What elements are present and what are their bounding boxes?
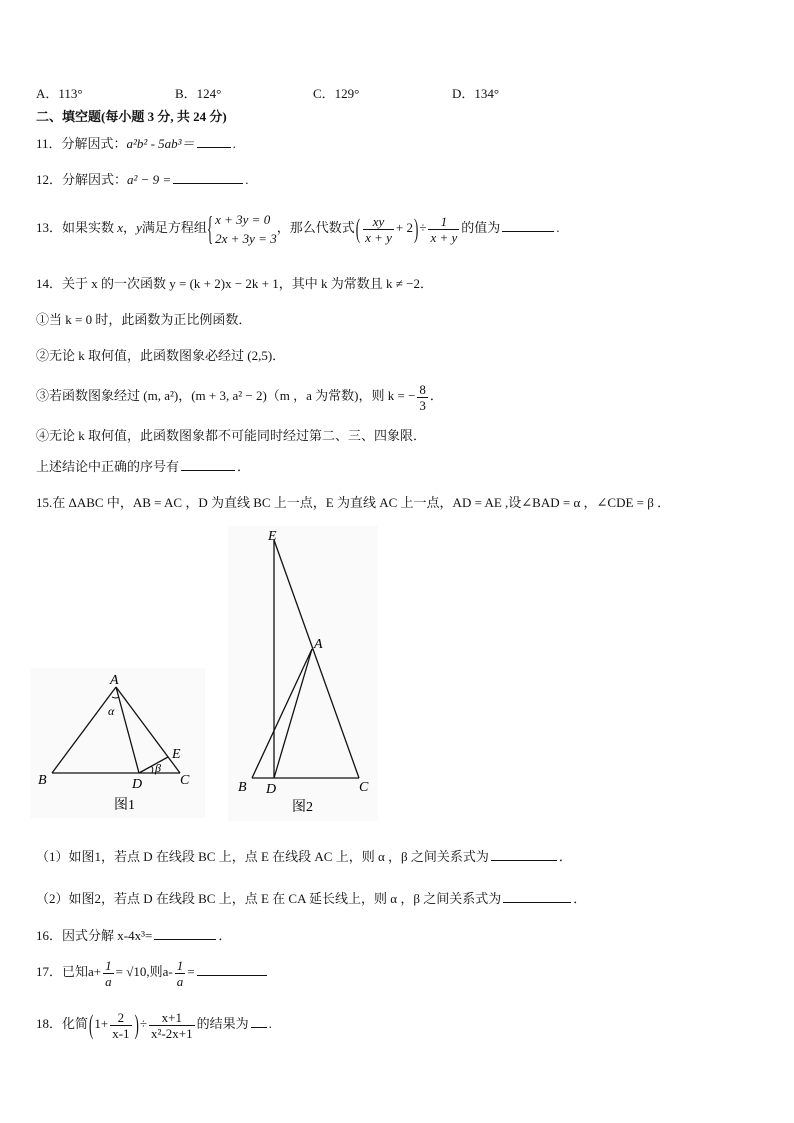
q13-den2: x + y bbox=[430, 229, 458, 245]
fig1-label-D: D bbox=[132, 777, 143, 792]
q13-blank bbox=[502, 219, 554, 232]
fig1-label-B: B bbox=[38, 773, 47, 788]
q14-concl-end: ． bbox=[237, 459, 251, 474]
q17-den: a bbox=[105, 973, 112, 989]
question-12 bbox=[36, 171, 248, 189]
fig2-label-D: D bbox=[266, 782, 277, 797]
q17-num: 1 bbox=[105, 957, 112, 973]
q16-text: 16．因式分解 x-4x³= bbox=[36, 928, 153, 943]
q14-s3-num: 8 bbox=[419, 381, 426, 397]
q15-p1-end: ． bbox=[558, 849, 572, 864]
q18-den2: x²-2x+1 bbox=[151, 1025, 193, 1041]
q18-fraction-2 bbox=[149, 1010, 195, 1041]
q16-blank bbox=[154, 927, 216, 940]
fig1-label-E: E bbox=[172, 747, 181, 762]
q11-blank bbox=[197, 135, 231, 148]
figure-1 bbox=[30, 668, 205, 818]
q17-eq2: = bbox=[187, 964, 195, 979]
q14-blank bbox=[181, 458, 235, 471]
q18-one: 1+ bbox=[94, 1016, 109, 1031]
q18-den1: x-1 bbox=[112, 1025, 130, 1041]
q18-fraction-1 bbox=[110, 1010, 131, 1041]
question-17 bbox=[36, 955, 269, 989]
q14-s3-end: ． bbox=[429, 388, 443, 403]
q12-end: . bbox=[245, 172, 249, 187]
q18-rparen: ) bbox=[134, 1008, 139, 1040]
q15-p2-end: ． bbox=[573, 891, 587, 906]
q13-comma: ， bbox=[123, 220, 137, 235]
q11-expression: a²b² - 5ab³＝ bbox=[126, 136, 195, 151]
q13-var-x: x bbox=[117, 220, 124, 235]
q14-concl-text: 上述结论中正确的序号有 bbox=[36, 459, 180, 474]
q18-num1: 2 bbox=[110, 1010, 131, 1026]
q11-number: 11．分解因式： bbox=[36, 136, 127, 151]
fig2-label-E: E bbox=[268, 529, 277, 544]
q14-statement-3 bbox=[36, 378, 443, 414]
fig1-label-C: C bbox=[180, 773, 190, 788]
q13-fraction-1 bbox=[363, 214, 394, 245]
q13-eq1: x + 3y = 0 bbox=[215, 212, 271, 228]
q14-s3-fraction bbox=[417, 382, 428, 413]
fig2-label-A: A bbox=[314, 637, 323, 652]
q13-system bbox=[215, 210, 277, 248]
q12-number: 12．分解因式： bbox=[36, 172, 128, 187]
option-d: D．134° bbox=[452, 86, 500, 101]
q18-blank bbox=[251, 1015, 267, 1028]
q13-mid: 满足方程组 bbox=[141, 220, 207, 235]
question-13 bbox=[36, 208, 560, 252]
q17-blank bbox=[197, 963, 267, 976]
q13-mid2: ，那么代数式 bbox=[276, 220, 355, 235]
question-11 bbox=[36, 135, 236, 153]
question-18 bbox=[36, 1005, 272, 1044]
q13-eq2: 2x + 3y = 3 bbox=[215, 231, 277, 247]
q13-rparen: ) bbox=[413, 212, 419, 244]
q18-num2: x+1 bbox=[149, 1010, 195, 1026]
q17-fraction-1 bbox=[103, 958, 114, 989]
fig2-label-C: C bbox=[359, 780, 369, 795]
q13-num2: 1 bbox=[428, 214, 459, 230]
q17-den2: a bbox=[176, 973, 184, 989]
q14-statement-2: ②无论 k 取何值，此函数图象必经过 (2,5)． bbox=[36, 348, 286, 363]
q14-s3-den: 3 bbox=[419, 397, 426, 413]
q18-end: . bbox=[268, 1016, 272, 1031]
fig1-label-beta: β bbox=[155, 761, 161, 775]
q18-post: 的结果为 bbox=[196, 1016, 249, 1031]
q17-eq: = bbox=[115, 964, 123, 979]
fig2-label-B: B bbox=[238, 780, 247, 795]
figure-2 bbox=[228, 526, 378, 821]
section-title: 二、填空题(每小题 3 分, 共 24 分) bbox=[36, 109, 227, 124]
q13-end: . bbox=[556, 220, 560, 235]
q12-expression: a² − 9 = bbox=[127, 172, 172, 187]
q13-prefix: 13．如果实数 bbox=[36, 220, 115, 235]
q13-post: 的值为 bbox=[461, 220, 501, 235]
q14-statement-4: ④无论 k 取何值，此函数图象都不可能同时经过第二、三、四象限． bbox=[36, 428, 427, 443]
q14-conclusion bbox=[36, 458, 250, 476]
q13-fraction-2 bbox=[428, 214, 459, 245]
q13-plus2: + 2 bbox=[395, 220, 413, 235]
option-c: C．129° bbox=[313, 86, 360, 101]
option-a: A．113° bbox=[36, 86, 83, 101]
q18-lparen: ( bbox=[89, 1008, 94, 1040]
q13-num1: xy bbox=[363, 214, 394, 230]
q14-statement-1: ①当 k = 0 时，此函数为正比例函数． bbox=[36, 312, 252, 327]
q15-p2-text: （2）如图2，若点 D 在线段 BC 上，点 E 在 CA 延长线上，则 α ，β 之间关系式为 bbox=[36, 891, 502, 906]
fig1-label-A: A bbox=[110, 673, 119, 688]
q15-part-2 bbox=[36, 890, 586, 908]
q15-p1-text: （1）如图1，若点 D 在线段 BC 上，点 E 在线段 AC 上，则 α ，β 之间关系式为 bbox=[36, 849, 489, 864]
q13-den1: x + y bbox=[365, 229, 392, 245]
q17-prefix: 17．已知a+ bbox=[36, 964, 102, 979]
q17-fraction-2 bbox=[175, 958, 186, 989]
q17-mid: ,则a- bbox=[146, 964, 173, 979]
fig1-label-alpha: α bbox=[108, 704, 115, 718]
q18-prefix: 18．化简 bbox=[36, 1016, 89, 1031]
question-14: 14．关于 x 的一次函数 y = (k + 2)x − 2k + 1，其中 k 为常数且 k ≠ −2． bbox=[36, 276, 433, 291]
q16-end: ． bbox=[218, 928, 232, 943]
q15-part-1 bbox=[36, 848, 572, 866]
option-b: B．124° bbox=[175, 86, 222, 101]
q11-end: . bbox=[232, 136, 236, 151]
q17-num2: 1 bbox=[176, 957, 184, 973]
q18-div: ÷ bbox=[139, 1016, 148, 1031]
q15-p1-blank bbox=[491, 848, 557, 861]
q13-var-y: y bbox=[136, 220, 142, 235]
q17-sqrt: √10 bbox=[126, 964, 147, 979]
question-15: 15.在 ΔABC 中，AB = AC ，D 为直线 BC 上一点，E 为直线 AC 上一点，AD = AE ,设∠BAD = α ，∠CDE = β ． bbox=[36, 495, 671, 510]
question-16 bbox=[36, 927, 231, 945]
fig2-caption: 图2 bbox=[292, 800, 313, 815]
fig1-caption: 图1 bbox=[114, 798, 135, 813]
q13-lparen: ( bbox=[355, 212, 361, 244]
q14-s3-text: ③若函数图象经过 (m, a²)，(m + 3, a² − 2)（m ，a 为常数)，则 k = − bbox=[36, 388, 416, 403]
q13-brace: { bbox=[206, 208, 214, 248]
q15-p2-blank bbox=[503, 890, 571, 903]
q13-div: ÷ bbox=[419, 220, 427, 235]
